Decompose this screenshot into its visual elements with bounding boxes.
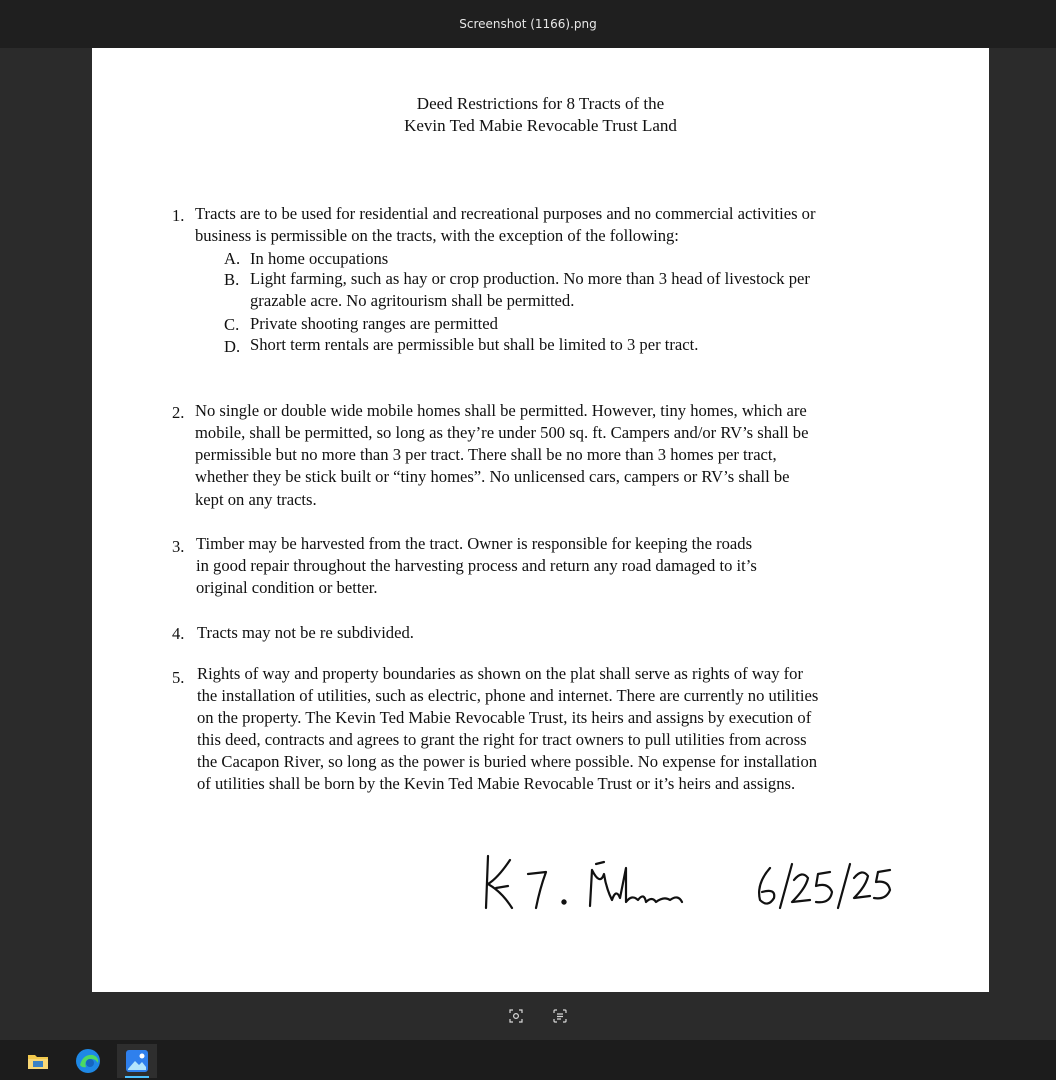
item-number: 3. [172, 537, 185, 556]
item-line: this deed, contracts and agrees to grant the right for tract owners to pull utilities from across [197, 730, 807, 749]
viewer-toolbar [0, 992, 1056, 1040]
file-explorer-icon [26, 1051, 50, 1071]
taskbar [0, 1040, 1056, 1080]
item-line: Rights of way and property boundaries as shown on the plat shall serve as rights of way for [197, 664, 804, 683]
edge-browser-icon [75, 1048, 101, 1074]
subitem-letter: D. [224, 337, 241, 356]
item-line: No single or double wide mobile homes shall be permitted. However, tiny homes, which are [195, 401, 807, 420]
subitem-line: Short term rentals are permissible but shall be limited to 3 per tract. [250, 335, 699, 354]
item-line: the installation of utilities, such as electric, phone and internet. There are currently no utilities [197, 686, 819, 705]
item-line: of utilities shall be born by the Kevin Ted Mabie Revocable Trust or it’s heirs and assigns. [197, 774, 796, 793]
item-line: in good repair throughout the harvesting process and return any road damaged to it’s [196, 556, 757, 575]
subitem-line: Private shooting ranges are permitted [250, 314, 498, 333]
subitem-line: grazable acre. No agritourism shall be permitted. [250, 291, 575, 310]
item-line: kept on any tracts. [195, 490, 317, 509]
subitem-letter: A. [224, 249, 241, 268]
subitem-line: Light farming, such as hay or crop production. No more than 3 head of livestock per [250, 269, 810, 288]
photos-app-icon [125, 1049, 149, 1073]
item-line: Timber may be harvested from the tract. Owner is responsible for keeping the roads [196, 534, 753, 553]
text-extract-icon [552, 1008, 568, 1024]
item-line: Tracts may not be re subdivided. [197, 623, 414, 642]
visual-search-icon [508, 1008, 524, 1024]
subitem-line: In home occupations [250, 249, 389, 268]
visual-search-button[interactable] [504, 1004, 528, 1028]
item-number: 4. [172, 624, 185, 643]
subitem-letter: B. [224, 270, 240, 289]
item-line: whether they be stick built or “tiny homes”. No unlicensed cars, campers or RV’s shall be [195, 467, 790, 486]
photos-app-button[interactable] [117, 1044, 157, 1078]
handwritten-signature [480, 848, 900, 918]
item-number: 2. [172, 403, 185, 422]
item-line: original condition or better. [196, 578, 378, 597]
document-page [92, 48, 989, 992]
item-number: 5. [172, 668, 185, 687]
item-line: on the property. The Kevin Ted Mabie Revocable Trust, its heirs and assigns by execution of [197, 708, 812, 727]
window-title: Screenshot (1166).png [459, 17, 597, 31]
file-explorer-button[interactable] [18, 1044, 58, 1078]
item-line: the Cacapon River, so long as the power is buried where possible. No expense for installation [197, 752, 818, 771]
window-title-bar [0, 0, 1056, 48]
subitem-letter: C. [224, 315, 240, 334]
item-line: business is permissible on the tracts, with the exception of the following: [195, 226, 679, 245]
item-line: Tracts are to be used for residential and recreational purposes and no commercial activities or [195, 204, 816, 223]
document-title-line-1: Deed Restrictions for 8 Tracts of the [416, 94, 665, 113]
item-line: mobile, shall be permitted, so long as they’re under 500 sq. ft. Campers and/or RV’s shall be [195, 423, 809, 442]
item-line: permissible but no more than 3 per tract. There shall be no more than 3 homes per tract, [195, 445, 777, 464]
item-number: 1. [172, 206, 185, 225]
text-extract-button[interactable] [548, 1004, 572, 1028]
edge-browser-button[interactable] [68, 1044, 108, 1078]
image-viewer-canvas[interactable] [0, 48, 1056, 1040]
document-title-line-2: Kevin Ted Mabie Revocable Trust Land [404, 116, 677, 135]
